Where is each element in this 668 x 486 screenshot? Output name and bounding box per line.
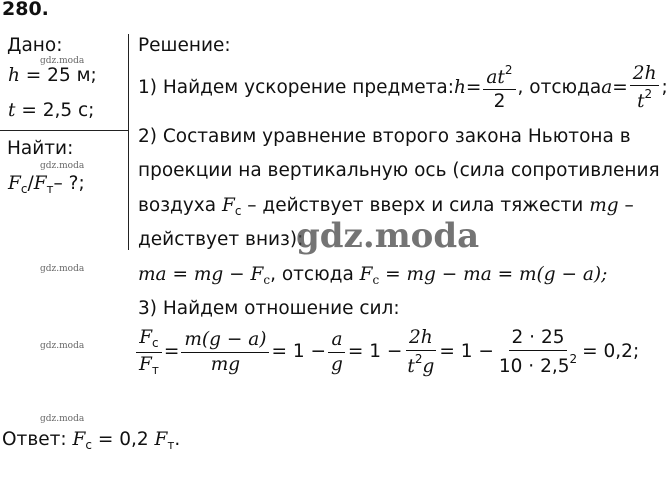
fraction-at2-over-2: $\frac{at^2}{2}$ bbox=[483, 64, 515, 112]
fraction-2h-over-t2g: $\frac{2h}{t^2g}$ bbox=[407, 327, 435, 377]
given-t: t = 2,5 с; bbox=[8, 100, 95, 121]
given-h: h = 25 м; bbox=[8, 65, 97, 86]
find-heading: Найти: bbox=[7, 138, 74, 159]
step1-line: 1) Найдем ускорение предмета: h = $\frac{at^2}{2}$ , отсюда a = $\frac{2h}{t^2}$ ; bbox=[138, 63, 668, 113]
watermark-small-3: gdz.moda bbox=[40, 264, 85, 274]
fraction-2h-over-t2: $\frac{2h}{t^2}$ bbox=[630, 64, 660, 112]
watermark-small-1: gdz.moda bbox=[40, 56, 85, 66]
step2-line2: проекции на вертикальную ось (сила сопротивления bbox=[138, 160, 660, 181]
watermark-small-5: gdz.moda bbox=[40, 414, 85, 424]
problem-number: 280. bbox=[2, 0, 49, 20]
answer-line: Ответ: $F_с = 0,2$ $F_т$. bbox=[2, 429, 181, 452]
fraction-fc-over-ft: $\frac{F_с}{F_т}$ bbox=[136, 328, 162, 376]
step3-line: 3) Найдем отношение сил: bbox=[138, 298, 400, 319]
vertical-divider bbox=[128, 34, 129, 250]
step2-line1: 2) Составим уравнение второго закона Ньютона в bbox=[138, 126, 631, 147]
fraction-numeric: $\frac{2 \cdot 25}{10 \cdot 2,5^2}$ bbox=[498, 327, 578, 377]
watermark-small-2: gdz.moda bbox=[40, 161, 85, 171]
given-heading: Дано: bbox=[7, 35, 63, 56]
step2-line3: воздуха $F_с$ – действует вверх и сила тяжести mg – bbox=[138, 195, 634, 218]
step2-line4: действует вниз): bbox=[138, 229, 304, 250]
solution-heading: Решение: bbox=[138, 35, 231, 56]
fraction-mga-over-mg: $\frac{m(g - a)}{mg}$ bbox=[181, 330, 269, 374]
find-ratio: $F_с/F_т-$ ?; bbox=[8, 173, 85, 196]
given-divider bbox=[0, 130, 129, 131]
newton-equation: ma = mg − $F_с$, отсюда $F_с$ = mg − ma = m(g − a); bbox=[138, 264, 608, 287]
watermark-big: gdz.moda bbox=[296, 216, 480, 256]
fraction-a-over-g: $\frac{a}{g}$ bbox=[328, 330, 346, 374]
watermark-small-4: gdz.moda bbox=[40, 341, 85, 351]
ratio-computation: $\frac{F_с}{F_т}$ = $\frac{m(g - a)}{mg}$ = 1 − $\frac{a}{g}$ = 1 − $\frac{2h}{t^2g}$ = 1 − $\frac{2 \cdot 25}{10 \cdot 2,5^2}$ = 0,2; bbox=[134, 328, 639, 376]
